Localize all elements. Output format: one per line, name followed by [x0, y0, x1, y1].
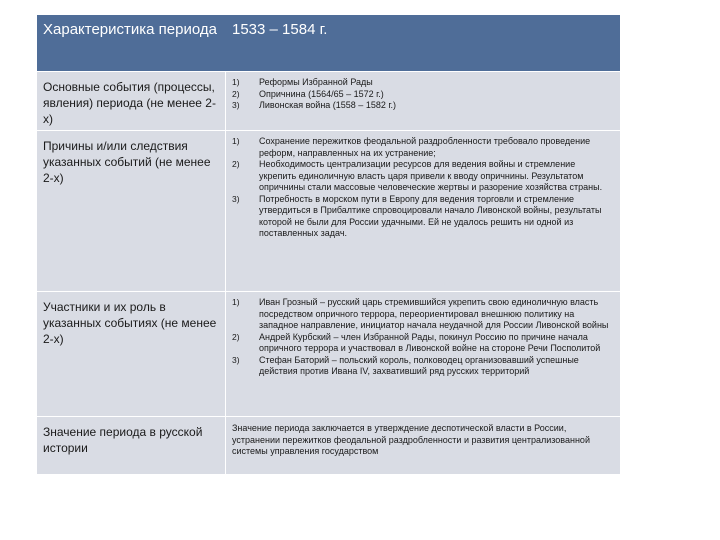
item-number: 1) [232, 297, 240, 307]
row-content [226, 292, 620, 416]
item-number: 2) [232, 159, 240, 169]
item-number: 1) [232, 136, 240, 146]
item-number: 1) [232, 77, 240, 87]
item-text: Андрей Курбский – член Избранной Рады, покинул Россию по причине начала опричного террора и участвовал в Ливонской войне на стороне Речи Посполитой [259, 331, 601, 353]
list-item [232, 77, 610, 89]
list-item [232, 100, 610, 112]
list-item [232, 194, 610, 240]
item-text: Необходимость централизации ресурсов для ведения войны и стремление укрепить единоличную власть царя привели к вводу опричнины. Результатом опричнины стали массовые человеческие жертвы и разорение хозяйства страны. [259, 159, 603, 192]
item-text: Стефан Баторий – польский король, полководец организовавший успешные действия против Ивана IV, захвативший ряд русских территорий [259, 354, 579, 376]
item-number: 2) [232, 331, 240, 342]
header-period: 1533 – 1584 г. [232, 21, 328, 38]
item-text: Сохранение пережитков феодальной раздробленности требовало проведение реформ, направленных на их устранение; [259, 136, 591, 158]
row-content: Значение периода заключается в утверждение деспотической власти в России, устранении пережитков феодальной раздробленности и развития централизованной системы управления государством [232, 423, 590, 456]
row-label: Основные события (процессы, явления) периода (не менее 2-х) [37, 72, 226, 130]
item-number: 3) [232, 354, 240, 365]
item-number: 3) [232, 100, 240, 110]
list-item [232, 297, 610, 332]
list-item [232, 355, 610, 378]
row-content [226, 131, 620, 291]
row-label: Причины и/или следствия указанных событий (не менее 2-х) [37, 131, 226, 291]
item-text: Реформы Избранной Рады [259, 77, 373, 87]
period-table [37, 14, 620, 475]
list-item [232, 136, 610, 159]
item-text: Потребность в морском пути в Европу для ведения торговли и стремление утвердиться в Прибалтике спровоцировали начало Ливонской войны, результаты которой не были для России удачными. Ей не удалось решить ни одной из поставленных задач. [259, 193, 602, 238]
table-row [37, 292, 620, 417]
row-label: Участники и их роль в указанных событиях (не менее 2-х) [37, 292, 226, 416]
table-row [37, 72, 620, 131]
header-characteristic: Характеристика периода [43, 21, 217, 38]
table-row [37, 131, 620, 292]
item-number: 3) [232, 193, 240, 204]
row-content [226, 72, 620, 130]
row-label: Значение периода в русской истории [37, 417, 226, 474]
table-row [37, 417, 620, 475]
item-text: Опричнина (1564/65 – 1572 г.) [259, 88, 384, 99]
item-text: Иван Грозный – русский царь стремившийся укрепить свою единоличную власть посредством опричного террора, переориентировал внешнюю политику на западное направление, инициатор начала неудачной для России Ливонской войны [259, 297, 609, 330]
table-header [37, 15, 620, 72]
item-text: Ливонская война (1558 – 1582 г.) [259, 100, 397, 110]
list-item [232, 89, 610, 101]
list-item [232, 332, 610, 355]
item-number: 2) [232, 88, 240, 99]
list-item [232, 159, 610, 194]
